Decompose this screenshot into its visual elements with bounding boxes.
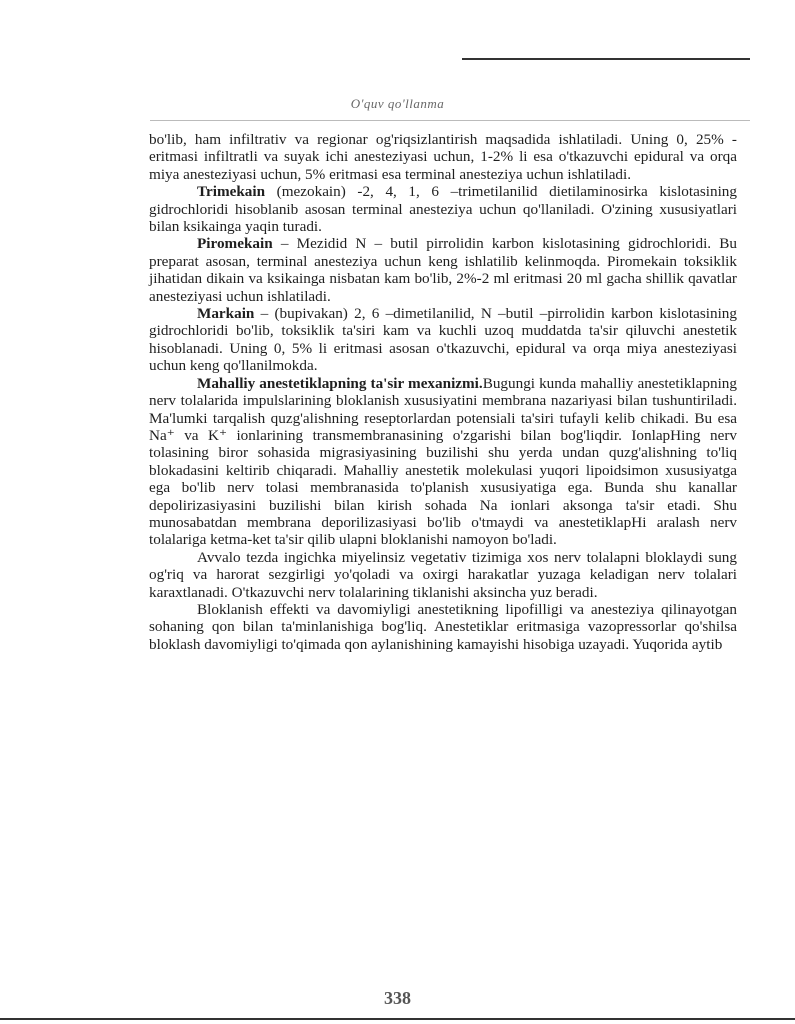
header-divider [150, 120, 750, 121]
paragraph-text: – Mezidid N – butil pirrolidin karbon kislotasining gidrochloridi. Bu preparat asosan, terminal anesteziya uchun keng ishlatilib kelinmoqda. Piromekain toksiklik jihatidan dikain va ksikainga nisbatan kam bo'lib, 2%-2 ml eritmasi 20 ml gacha shillik qavatlar anesteziyasi uchun ishlatiladi. [149, 235, 737, 305]
header-rule [462, 58, 750, 60]
term-heading: Trimekain [197, 183, 266, 201]
paragraph [149, 549, 737, 601]
term-heading: Markain [197, 305, 255, 323]
paragraph-text: – (bupivakan) 2, 6 –dimetilanilid, N –butil –pirrolidin karbon kislotasining gidrochloridi bo'lib, toksiklik ta'siri kam va kuchli uzoq muddatda ta'sir qiluvchi anestetik hisoblanadi. Uning 0, 5% li eritmasi asosan o'tkazuvchi, epidural va orqa miya anesteziyasi uchun keng qo'llanilmokda. [149, 305, 737, 375]
paragraph-text: bo'lib, ham infiltrativ va regionar og'riqsizlantirish maqsadida ishlatiladi. Uning 0, 25% -eritmasi infiltratli va suyak ichi anesteziyasi uchun, 1-2% li esa o'tkazuvchi epidural va orqa miya anesteziyasi uchun, 5% eritmasi esa terminal anesteziya uchun ishlatiladi. [149, 131, 737, 183]
term-heading: Piromekain [197, 235, 273, 253]
page-body [149, 131, 737, 653]
running-head: O'quv qo'llanma [350, 96, 445, 111]
paragraph [149, 601, 737, 653]
paragraph [149, 375, 737, 549]
section-heading: Mahalliy anestetiklapning ta'sir mexanizmi. [197, 374, 483, 392]
paragraph [149, 131, 737, 183]
footer-rule [0, 1018, 795, 1020]
paragraph [149, 305, 737, 375]
paragraph-text: Bloklanish effekti va davomiyligi anestetikning lipofilligi va anesteziya qilinayotgan sohaning qon bilan ta'minlanishiga bog'liq. Anestetiklar eritmasiga vazopressorlar qo'shilsa bloklash davomiyligi to'qimada qon aylanishining kamayishi hisobiga uzayadi. Yuqorida aytib [149, 600, 737, 653]
paragraph [149, 235, 737, 305]
paragraph-text: Avvalo tezda ingichka miyelinsiz vegetativ tizimiga xos nerv tolalapni bloklaydi sung og'riq va harorat sezgirligi yo'qoladi va oxirgi harakatlar yuzaga keladigan nerv tolalari karaxtlanadi. O'tkazuvchi nerv tolalarining tiklanishi aksincha yuz beradi. [149, 548, 737, 601]
paragraph-text: Bugungi kunda mahalliy anestetiklapning nerv tolalarida impulslarining bloklanish xususiyatini membrana nazariyasi bilan tushuntiriladi. Ma'lumki tarqalish quzg'alishning reseptorlardan potensiali ta'siri tufayli kelib chikadi. Bu esa Na⁺ va K⁺ ionlarining transmembranasining o'zgarishi bilan bog'liqdir. IonlapHing nerv tolasining biror sohasida migrasiyasining buzilishi shu yerda undan quzg'alishning to'liq blokadasini keltirib chiqaradi. Mahalliy anestetik molekulasi yuqori lipoidsimon xususiyatga ega bo'lib nerv tolasi membranasida to'planish xususiyatiga ega. Bunda shu kanallar depolirizasiyasini buzilishi bilan kirish sohada Na ionlari aksonga ta'sir etadi. Shu munosabatdan membrana deporilizasiyasi bo'lib o'tmaydi va anestetiklapHi aralash nerv tolalariga ketma-ket ta'sir qilib ulapni bloklanishi namoyon bo'ladi. [149, 374, 737, 549]
page-number: 338 [384, 988, 411, 1008]
paragraph-text: (mezokain) -2, 4, 1, 6 –trimetilanilid dietilaminosirka kislotasining gidrochloridi hisoblanib asosan terminal anesteziya uchun qo'llaniladi. O'zining xususiyatlari bilan ksikainga yaqin turadi. [149, 183, 737, 236]
paragraph [149, 183, 737, 235]
